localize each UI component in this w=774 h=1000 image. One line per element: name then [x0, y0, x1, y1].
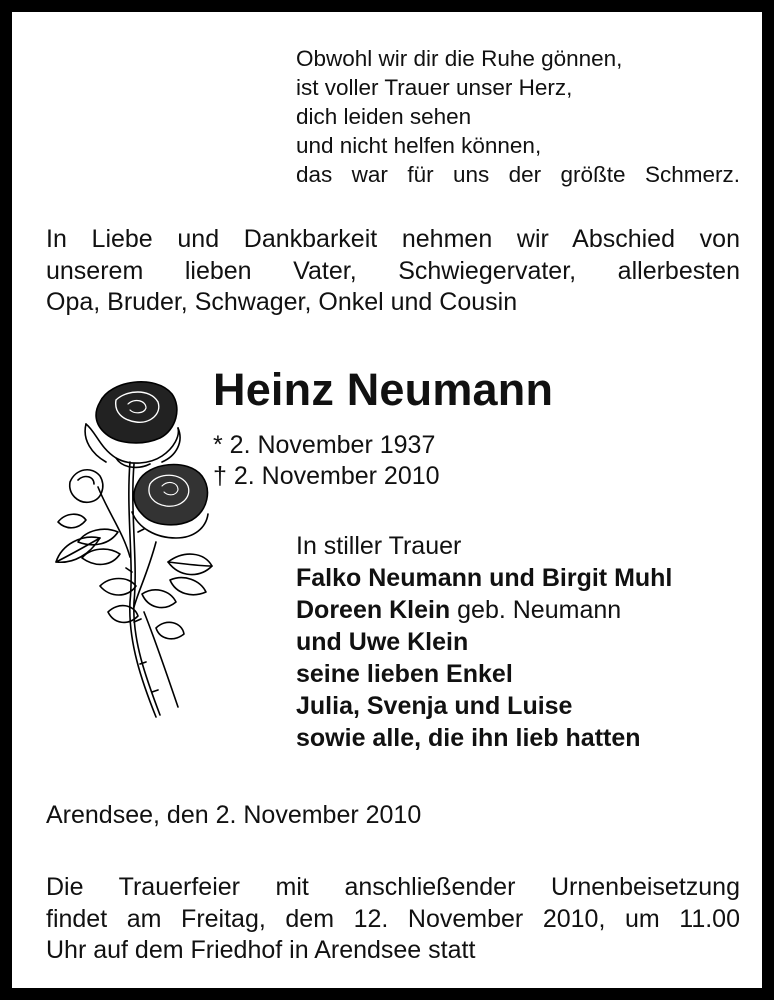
mourner-line-6: sowie alle, die ihn lieb hatten	[296, 724, 641, 752]
mourner-line-2-note: geb. Neumann	[450, 596, 622, 624]
poem-line-4: und nicht helfen können,	[296, 133, 542, 158]
intro-line-1: In Liebe und Dankbarkeit nehmen wir Abschied von	[46, 225, 740, 253]
mourners-list	[296, 530, 672, 754]
poem-line-3: dich leiden sehen	[296, 104, 472, 129]
poem-line-1: Obwohl wir dir die Ruhe gönnen,	[296, 46, 623, 71]
mourner-line-5: Julia, Svenja und Luise	[296, 692, 573, 720]
funeral-info	[46, 872, 740, 967]
mourner-line-3: und Uwe Klein	[296, 628, 469, 656]
birth-date: * 2. November 1937	[213, 431, 436, 459]
funeral-line-1: Die Trauerfeier mit anschließender Urnenbeisetzung	[46, 873, 740, 901]
mourner-line-4: seine lieben Enkel	[296, 660, 513, 688]
mourner-line-2-name: Doreen Klein	[296, 596, 451, 624]
poem-line-2: ist voller Trauer unser Herz,	[296, 75, 573, 100]
funeral-line-3: Uhr auf dem Friedhof in Arendsee statt	[46, 936, 476, 964]
poem-line-5: das war für uns der größte Schmerz.	[296, 162, 740, 187]
mourners-heading: In stiller Trauer	[296, 532, 462, 560]
rose-icon	[38, 372, 218, 742]
mourner-line-1: Falko Neumann und Birgit Muhl	[296, 564, 673, 592]
funeral-line-2: findet am Freitag, dem 12. November 2010, um 11.00	[46, 904, 740, 933]
life-dates	[213, 430, 440, 492]
poem	[296, 44, 740, 189]
intro-line-3: Opa, Bruder, Schwager, Onkel und Cousin	[46, 288, 518, 316]
death-date: † 2. November 2010	[213, 462, 440, 490]
place-date: Arendsee, den 2. November 2010	[46, 801, 422, 829]
deceased-name: Heinz Neumann	[213, 364, 554, 415]
intro-line-2: unserem lieben Vater, Schwiegervater, allerbesten	[46, 256, 740, 285]
mourner-line-2	[296, 594, 672, 626]
farewell-intro	[46, 224, 740, 319]
